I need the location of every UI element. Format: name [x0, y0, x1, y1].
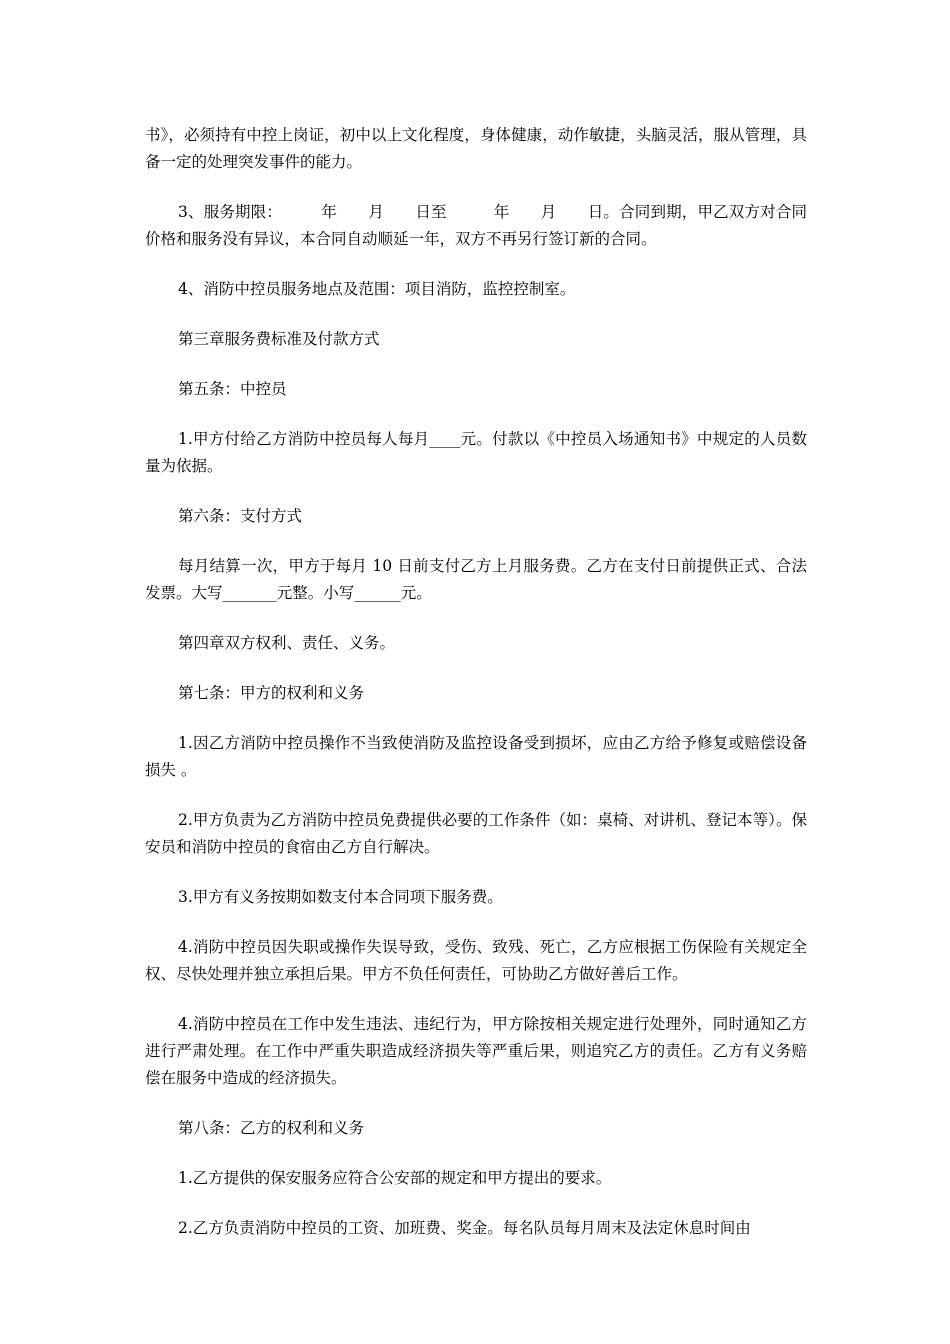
paragraph-13: 3.甲方有义务按期如数支付本合同项下服务费。	[178, 888, 503, 906]
chapter-heading-3: 第三章服务费标准及付款方式	[178, 330, 380, 348]
article-heading-5: 第五条：中控员	[178, 380, 287, 398]
article-heading-7: 第七条：甲方的权利和义务	[178, 684, 365, 702]
paragraph-2: 3、服务期限： 年 月 日至 年 月 日。合同到期，甲乙双方对合同价格和服务没有异议，本合同自动顺延一年，双方不再另行签订新的合同。	[145, 203, 807, 248]
paragraph-3: 4、消防中控员服务地点及范围：项目消防，监控控制室。	[178, 280, 576, 298]
article-heading-8: 第八条：乙方的权利和义务	[178, 1119, 365, 1137]
paragraph-8: 每月结算一次，甲方于每月 10 日前支付乙方上月服务费。乙方在支付日前提供正式、合法发票。大写_______元整。小写______元。	[145, 557, 807, 602]
document-page	[145, 122, 807, 1265]
paragraph-1: 书》，必须持有中控上岗证，初中以上文化程度，身体健康，动作敏捷，头脑灵活，服从管理，具备一定的处理突发事件的能力。	[145, 126, 807, 171]
paragraph-14: 4.消防中控员因失职或操作失误导致，受伤、致残、死亡，乙方应根据工伤保险有关规定全权、尽快处理并独立承担后果。甲方不负任何责任，可协助乙方做好善后工作。	[145, 938, 807, 983]
paragraph-15: 4.消防中控员在工作中发生违法、违纪行为，甲方除按相关规定进行处理外，同时通知乙方进行严肃处理。在工作中严重失职造成经济损失等严重后果，则追究乙方的责任。乙方有义务赔偿在服务中造成的经济损失。	[145, 1015, 807, 1087]
paragraph-18: 2.乙方负责消防中控员的工资、加班费、奖金。每名队员每月周末及法定休息时间由	[178, 1219, 751, 1237]
paragraph-6: 1.甲方付给乙方消防中控员每人每月____元。付款以《中控员入场通知书》中规定的人员数量为依据。	[145, 430, 807, 475]
paragraph-11: 1.因乙方消防中控员操作不当致使消防及监控设备受到损坏，应由乙方给予修复或赔偿设备损失 。	[145, 734, 807, 779]
paragraph-17: 1.乙方提供的保安服务应符合公安部的规定和甲方提出的要求。	[178, 1169, 612, 1187]
chapter-heading-4: 第四章双方权利、责任、义务。	[178, 634, 396, 652]
paragraph-12: 2.甲方负责为乙方消防中控员免费提供必要的工作条件（如：桌椅、对讲机、登记本等）。保安员和消防中控员的食宿由乙方自行解决。	[145, 811, 807, 856]
article-heading-6: 第六条：支付方式	[178, 507, 303, 525]
